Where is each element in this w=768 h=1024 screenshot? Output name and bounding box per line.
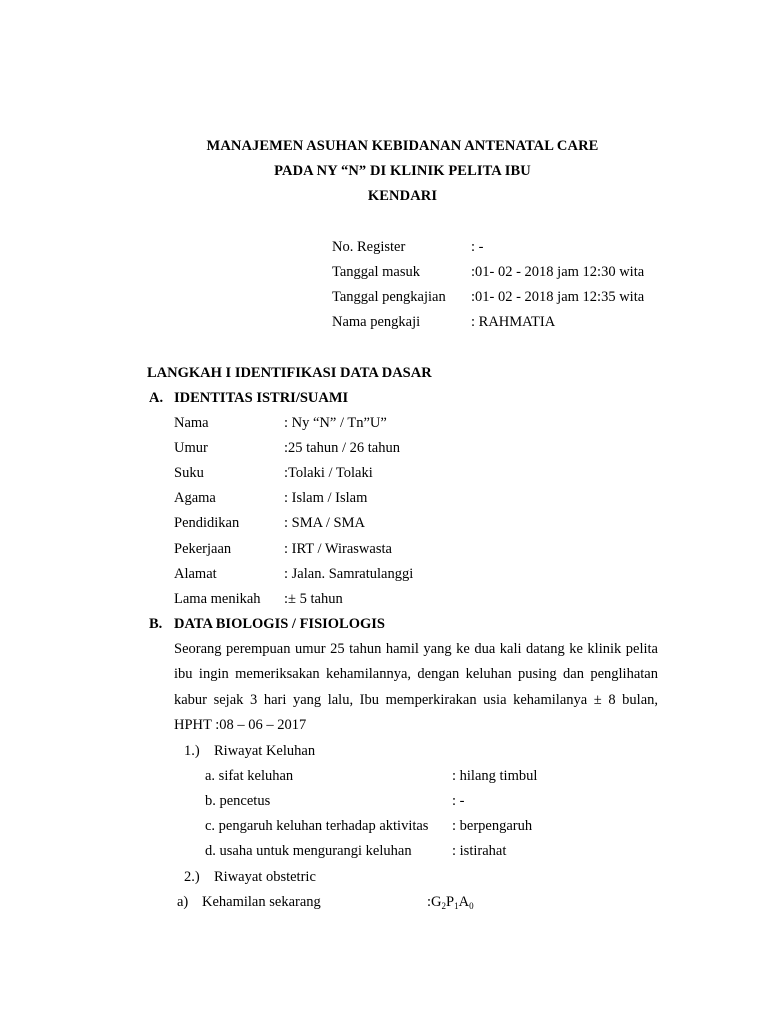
identitas-label: Pekerjaan bbox=[174, 541, 232, 557]
section-b-heading: DATA BIOLOGIS / FISIOLOGIS bbox=[174, 616, 385, 632]
identitas-value: : Jalan. Samratulanggi bbox=[284, 566, 414, 582]
riwayat-obstetric-heading: Riwayat obstetric bbox=[214, 869, 316, 885]
langkah-heading: LANGKAH I IDENTIFIKASI DATA DASAR bbox=[147, 365, 432, 381]
identitas-label: Suku bbox=[174, 465, 204, 481]
kehamilan-label: Kehamilan sekarang bbox=[202, 894, 321, 910]
identitas-label: Pendidikan bbox=[174, 515, 240, 531]
tanggal-pengkajian-value: :01- 02 - 2018 jam 12:35 wita bbox=[471, 289, 645, 305]
para-sub: 1 bbox=[454, 901, 459, 911]
identitas-value: : Ny “N” / Tn”U” bbox=[284, 415, 387, 431]
data-biologis-paragraph: Seorang perempuan umur 25 tahun hamil yang ke dua kali datang ke klinik pelita ibu ingin memeriksakan kehamilannya, dengan keluhan pusing dan penglihatan kabur sejak 3 hari yang lalu, Ibu memperkirakan usia kehamilanya ± 8 bulan, HPHT :08 – 06 – 2017 bbox=[174, 641, 658, 733]
identitas-value: : Islam / Islam bbox=[284, 490, 368, 506]
keluhan-value: : hilang timbul bbox=[452, 768, 538, 784]
keluhan-value: : berpengaruh bbox=[452, 818, 533, 834]
identitas-value: :± 5 tahun bbox=[284, 591, 343, 607]
identitas-label: Agama bbox=[174, 490, 216, 506]
abortus-sub: 0 bbox=[469, 901, 474, 911]
gpa-prefix: :G bbox=[427, 894, 442, 910]
tanggal-pengkajian-label: Tanggal pengkajian bbox=[332, 289, 446, 305]
gpa-value bbox=[427, 894, 474, 911]
section-b-marker: B. bbox=[149, 616, 163, 632]
identitas-label: Alamat bbox=[174, 566, 217, 582]
keluhan-label: c. pengaruh keluhan terhadap aktivitas bbox=[205, 818, 429, 834]
riwayat-keluhan-marker: 1.) bbox=[184, 743, 200, 759]
tanggal-masuk-value: :01- 02 - 2018 jam 12:30 wita bbox=[471, 264, 645, 280]
section-a-heading: IDENTITAS ISTRI/SUAMI bbox=[174, 390, 349, 406]
riwayat-keluhan-heading: Riwayat Keluhan bbox=[214, 743, 316, 759]
identitas-value: :Tolaki / Tolaki bbox=[284, 465, 373, 481]
identitas-label: Umur bbox=[174, 440, 208, 456]
riwayat-obstetric-marker: 2.) bbox=[184, 869, 200, 885]
identitas-value: : IRT / Wiraswasta bbox=[284, 541, 392, 557]
register-label: No. Register bbox=[332, 239, 406, 255]
identitas-label: Lama menikah bbox=[174, 591, 261, 607]
keluhan-label: a. sifat keluhan bbox=[205, 768, 294, 784]
keluhan-value: : - bbox=[452, 793, 465, 809]
kehamilan-marker: a) bbox=[177, 894, 189, 910]
document-title-line1: MANAJEMEN ASUHAN KEBIDANAN ANTENATAL CARE bbox=[206, 138, 599, 154]
document-title-line2: PADA NY “N” DI KLINIK PELITA IBU bbox=[274, 163, 531, 179]
keluhan-value: : istirahat bbox=[452, 843, 507, 859]
tanggal-masuk-label: Tanggal masuk bbox=[332, 264, 420, 280]
nama-pengkaji-label: Nama pengkaji bbox=[332, 314, 421, 330]
identitas-value: :25 tahun / 26 tahun bbox=[284, 440, 400, 456]
section-a-marker: A. bbox=[149, 390, 164, 406]
keluhan-label: d. usaha untuk mengurangi keluhan bbox=[205, 843, 412, 859]
keluhan-label: b. pencetus bbox=[205, 793, 271, 809]
register-value: : - bbox=[471, 239, 484, 255]
gravida-sub: 2 bbox=[441, 901, 446, 911]
identitas-label: Nama bbox=[174, 415, 209, 431]
para-letter: P bbox=[446, 894, 455, 910]
identitas-value: : SMA / SMA bbox=[284, 515, 365, 531]
document-title-line3: KENDARI bbox=[367, 188, 438, 204]
abortus-letter: A bbox=[458, 894, 470, 910]
nama-pengkaji-value: : RAHMATIA bbox=[471, 314, 556, 330]
